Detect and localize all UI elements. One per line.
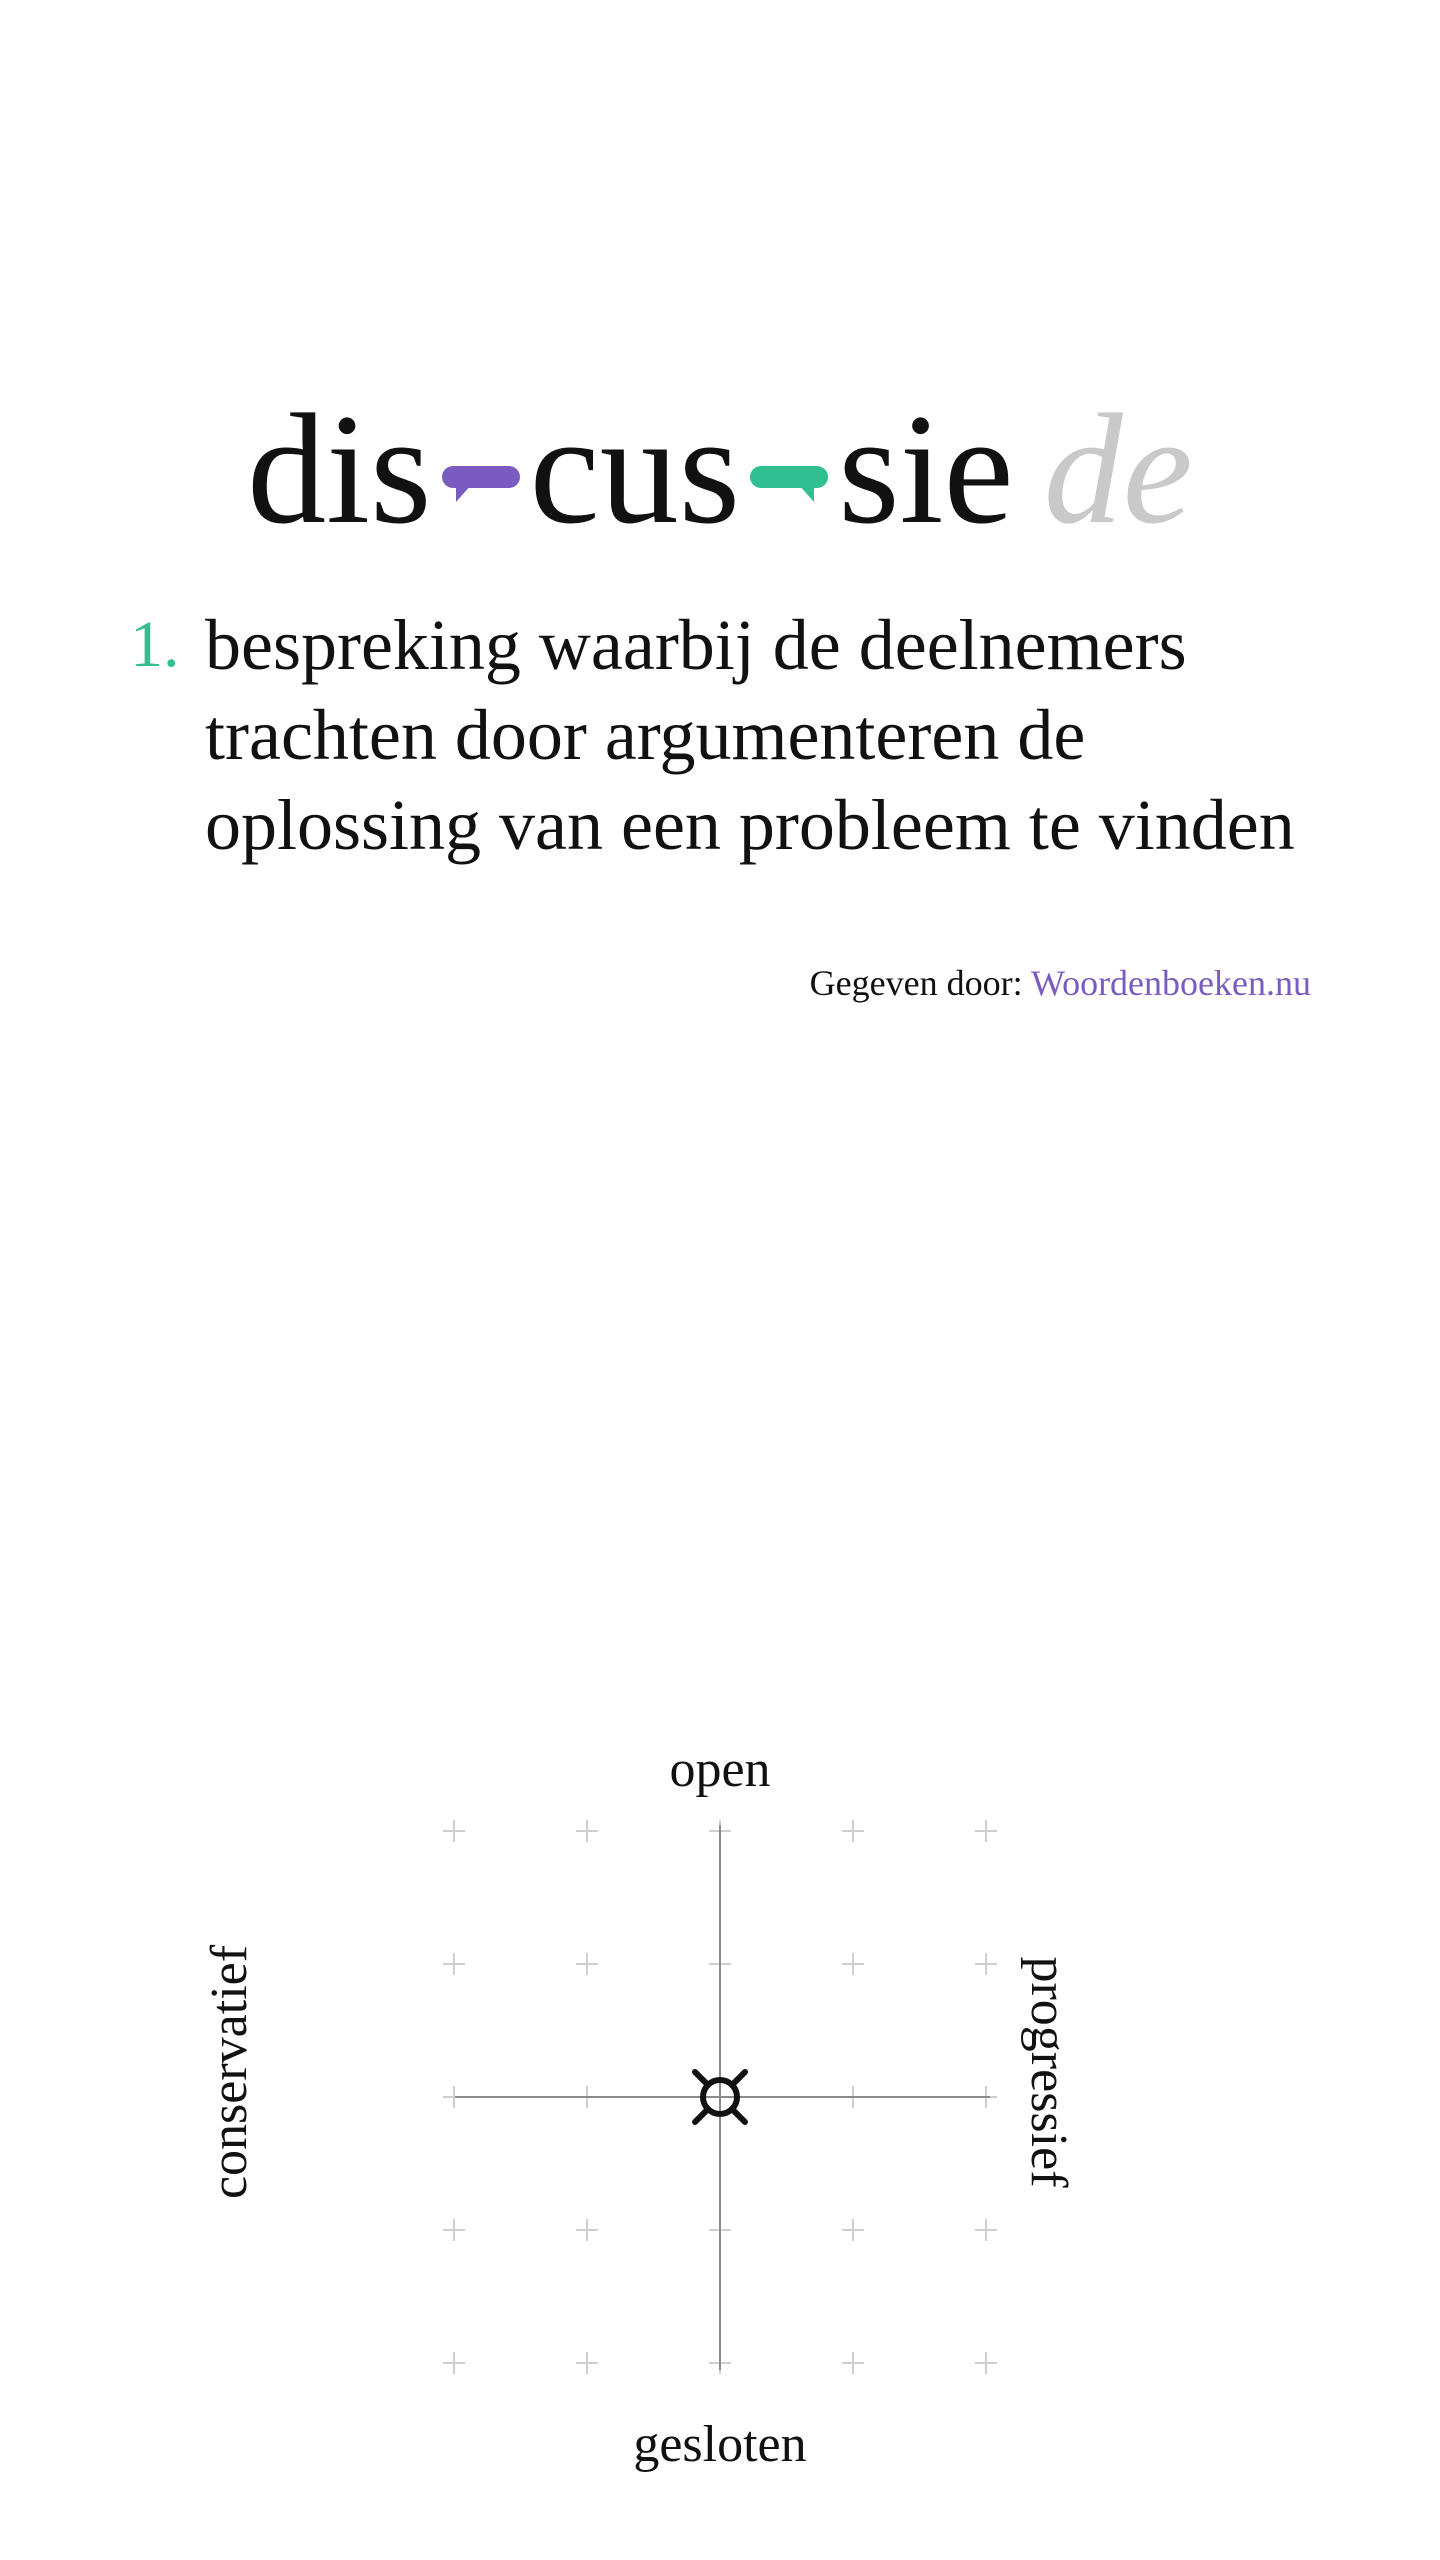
speech-bubble-hyphen-icon — [750, 466, 828, 488]
compass-grid — [0, 1700, 1440, 2500]
syllable-3: sie — [838, 382, 1014, 557]
word-heading — [0, 380, 1440, 560]
source-attribution — [0, 958, 1311, 1008]
source-link[interactable]: Woordenboeken.nu — [1030, 963, 1311, 1003]
source-prefix: Gegeven door: — [809, 963, 1023, 1003]
axis-label-top: open — [669, 1741, 771, 1798]
speech-bubble-hyphen-icon — [442, 466, 520, 488]
syllable-1: dis — [247, 382, 432, 557]
political-compass — [0, 1700, 1440, 2500]
definition-number: 1. — [130, 608, 180, 681]
axis-label-right: progressief — [1020, 1956, 1077, 2188]
syllable-2: cus — [529, 382, 741, 557]
axis-label-bottom: gesloten — [633, 2416, 807, 2473]
definition — [130, 600, 1330, 870]
axis-label-left: conservatief — [201, 1944, 258, 2200]
definition-text: bespreking waarbij de deelnemers trachten door argumenteren de oplossing van een probleem te vinden — [205, 605, 1295, 865]
article: de — [1043, 382, 1193, 557]
